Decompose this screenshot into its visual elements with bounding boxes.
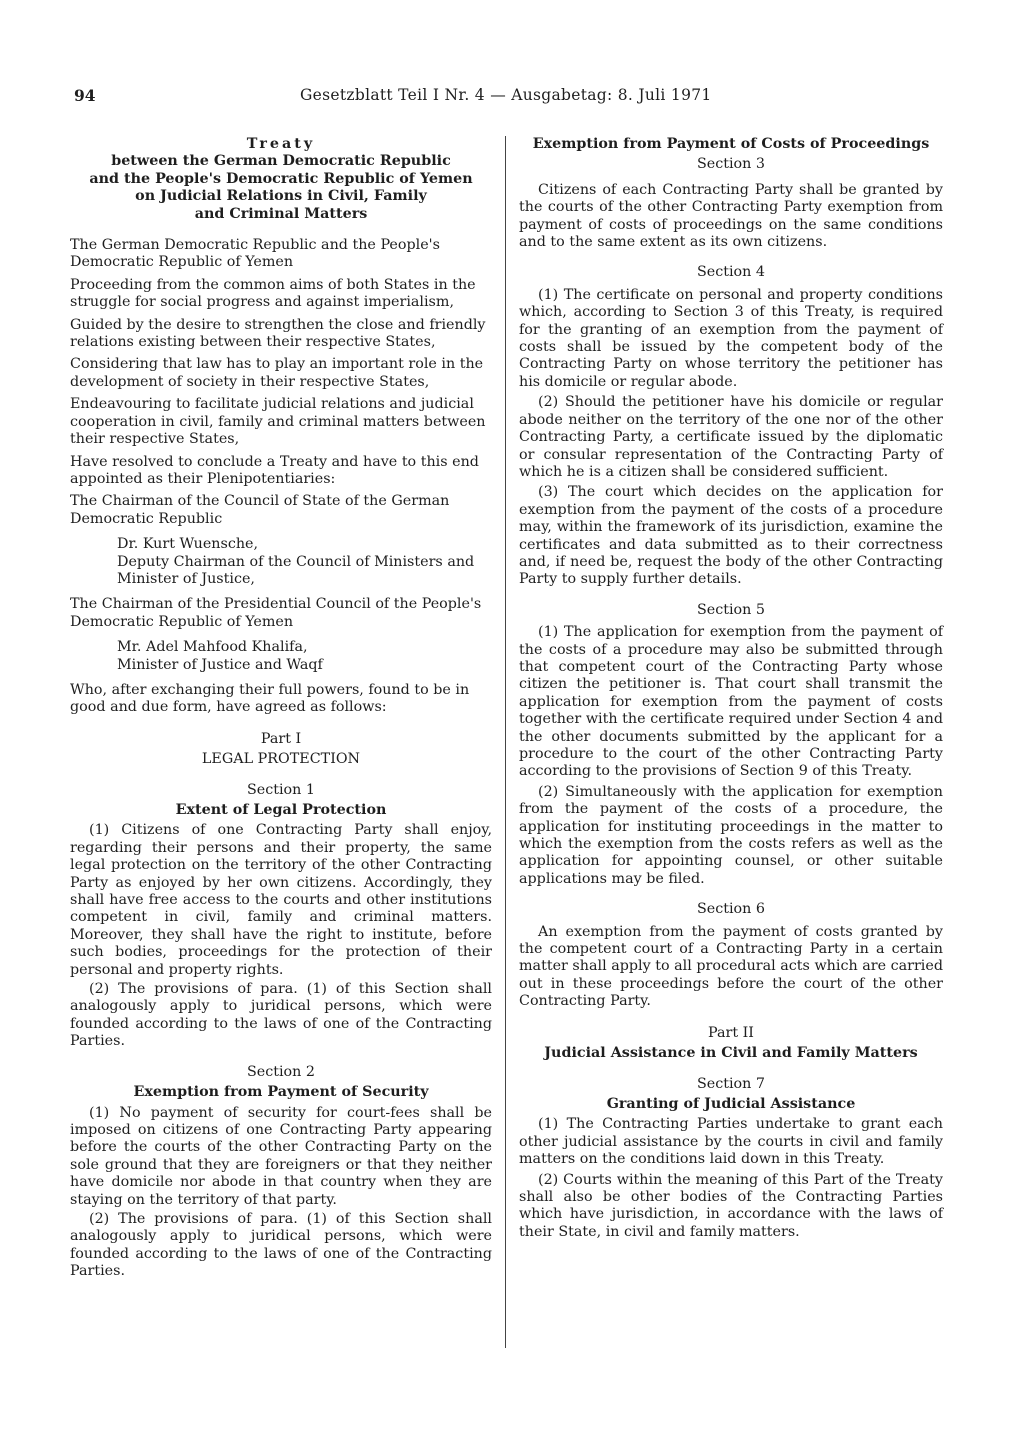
- section-2-para-2: (2) The provisions of para. (1) of this Section shall analogously apply to juridical persons, which were founded according to the laws of one of the Contracting Parties.: [70, 1210, 492, 1280]
- section-3-para: Citizens of each Contracting Party shall be granted by the courts of the other Contracting Party exemption from payment of costs of proceedings on the same conditions and to the same extent as its own citizens.: [519, 181, 943, 251]
- preamble-guided: Guided by the desire to strengthen the close and friendly relations existing between their respective States,: [70, 316, 486, 351]
- section-1-label: Section 1: [246, 781, 316, 798]
- plenipotentiary-1-name: Dr. Kurt Wuensche,: [117, 536, 259, 553]
- section-2-label: Section 2: [246, 1063, 316, 1080]
- page-header: [74, 84, 724, 108]
- left-column: [70, 136, 492, 1281]
- section-2-title: Exemption from Payment of Security: [133, 1084, 429, 1101]
- gazette-title: Gesetzblatt Teil I Nr. 4 — Ausgabetag: 8. Juli 1971: [300, 86, 712, 104]
- treaty-title-line-3: on Judicial Relations in Civil, Family: [135, 188, 427, 205]
- section-4-label: Section 4: [696, 264, 766, 281]
- section-6-label: Section 6: [696, 901, 766, 918]
- preamble-parties: The German Democratic Republic and the People's Democratic Republic of Yemen: [70, 237, 440, 271]
- part-1-title: LEGAL PROTECTION: [201, 751, 361, 768]
- section-1-para-1: (1) Citizens of one Contracting Party shall enjoy, regarding their persons and their property, the same legal protection on the territory of the other Contracting Party as enjoyed by her own citizens. Accordingly, they shall have free access to the courts and other institutions competent in civil, family and criminal matters. Moreover, they shall have the right to institute, before such bodies, proceedings for the protection of their personal and property rights.: [70, 822, 492, 978]
- closing-clause: Who, after exchanging their full powers, found to be in good and due form, have agreed as follows:: [70, 681, 470, 716]
- section-4-para-1: (1) The certificate on personal and property conditions which, according to Section 3 of this Treaty, is required for the granting of an exemption from the payment of costs shall be issued by the competent body of the Contracting Party on whose territory the petitioner has his domicile or regular abode.: [519, 286, 943, 390]
- plenipotentiary-2-title: Minister of Justice and Waqf: [117, 656, 323, 673]
- section-5-para-1: (1) The application for exemption from the payment of the costs of a procedure may also be submitted through that competent court of the Contracting Party whose citizen the petitioner is. That court shall transmit the application for exemption from the payment of costs together with the certificate required under Section 4 and the other documents submitted by the applicant for a procedure to the court of the other Contracting Party according to the provisions of Section 9 of this Treaty.: [519, 624, 943, 780]
- section-7-title: Granting of Judicial Assistance: [606, 1095, 856, 1112]
- section-3-label: Section 3: [696, 156, 766, 173]
- preamble-proceeding: Proceeding from the common aims of both States in the struggle for social progress and against imperialism,: [70, 276, 476, 311]
- preamble-considering: Considering that law has to play an important role in the development of society in their respective States,: [70, 356, 484, 390]
- costs-exemption-heading: Exemption from Payment of Costs of Proceedings: [532, 136, 930, 152]
- preamble-resolved: Have resolved to conclude a Treaty and have to this end appointed as their Plenipotentiaries:: [70, 453, 479, 487]
- preamble-endeavouring: Endeavouring to facilitate judicial relations and judicial cooperation in civil, family and criminal matters between their respective States,: [70, 396, 486, 448]
- plenipotentiary-2-name: Mr. Adel Mahfood Khalifa,: [117, 639, 308, 656]
- section-2-para-1: (1) No payment of security for court-fees shall be imposed on citizens of one Contracting Party appearing before the courts of the other Contracting Party on the sole ground that they are foreigners or that they neither have domicile nor abode in that country when they are staying on the territory of that party.: [70, 1104, 492, 1208]
- section-1-title: Extent of Legal Protection: [175, 802, 387, 818]
- part-2-label: Part II: [708, 1024, 754, 1041]
- treaty-title-line-1: between the German Democratic Republic: [111, 153, 451, 170]
- section-4-para-3: (3) The court which decides on the application for exemption from the payment of the costs of a procedure may, within the framework of its jurisdiction, examine the certificates and data submitted as to their correctness and, if need be, request the body of the other Contracting Party to supply further details.: [519, 484, 943, 588]
- chairman-yemen: The Chairman of the Presidential Council of the People's Democratic Republic of Yemen: [70, 596, 482, 630]
- part-1-label: Part I: [260, 730, 302, 747]
- treaty-heading: Treaty: [246, 136, 316, 152]
- section-6-para: An exemption from the payment of costs granted by the competent court of a Contracting Party in a certain matter shall apply to all procedural acts which are carried out in these proceedings before the court of the other Contracting Party.: [519, 923, 943, 1010]
- section-7-para-2: (2) Courts within the meaning of this Part of the Treaty shall also be other bodies of the Contracting Parties which have jurisdiction, in accordance with the laws of their State, in civil and family matters.: [519, 1171, 943, 1240]
- right-column: [519, 136, 943, 1241]
- section-5-label: Section 5: [696, 601, 766, 618]
- section-5-para-2: (2) Simultaneously with the application for exemption from the payment of the costs of a procedure, the application for instituting proceedings in the matter to which the exemption from the costs refers as well as the application for appointing counsel, or other suitable applications may be filed.: [519, 783, 943, 887]
- section-7-para-1: (1) The Contracting Parties undertake to grant each other judicial assistance by the courts in civil and family matters on the conditions laid down in this Treaty.: [519, 1116, 943, 1168]
- treaty-title-line-2: and the People's Democratic Republic of Yemen: [89, 170, 473, 187]
- treaty-title-line-4: and Criminal Matters: [194, 205, 368, 222]
- plenipotentiary-1-title: Deputy Chairman of the Council of Ministers and Minister of Justice,: [117, 553, 475, 587]
- part-2-title: Judicial Assistance in Civil and Family Matters: [544, 1045, 918, 1062]
- column-divider: [505, 136, 506, 1348]
- page-number: 94: [74, 86, 96, 105]
- section-1-para-2: (2) The provisions of para. (1) of this Section shall analogously apply to juridical persons, which were founded according to the laws of one of the Contracting Parties.: [70, 981, 492, 1050]
- section-7-label: Section 7: [696, 1075, 766, 1092]
- section-4-para-2: (2) Should the petitioner have his domicile or regular abode neither on the territory of the one nor of the other Contracting Party, a certificate issued by the diplomatic or consular representation of the Contracting Party of which he is a citizen shall be considered sufficient.: [519, 394, 943, 480]
- preamble-chairman-gdr: The Chairman of the Council of State of the German Democratic Republic: [70, 493, 450, 527]
